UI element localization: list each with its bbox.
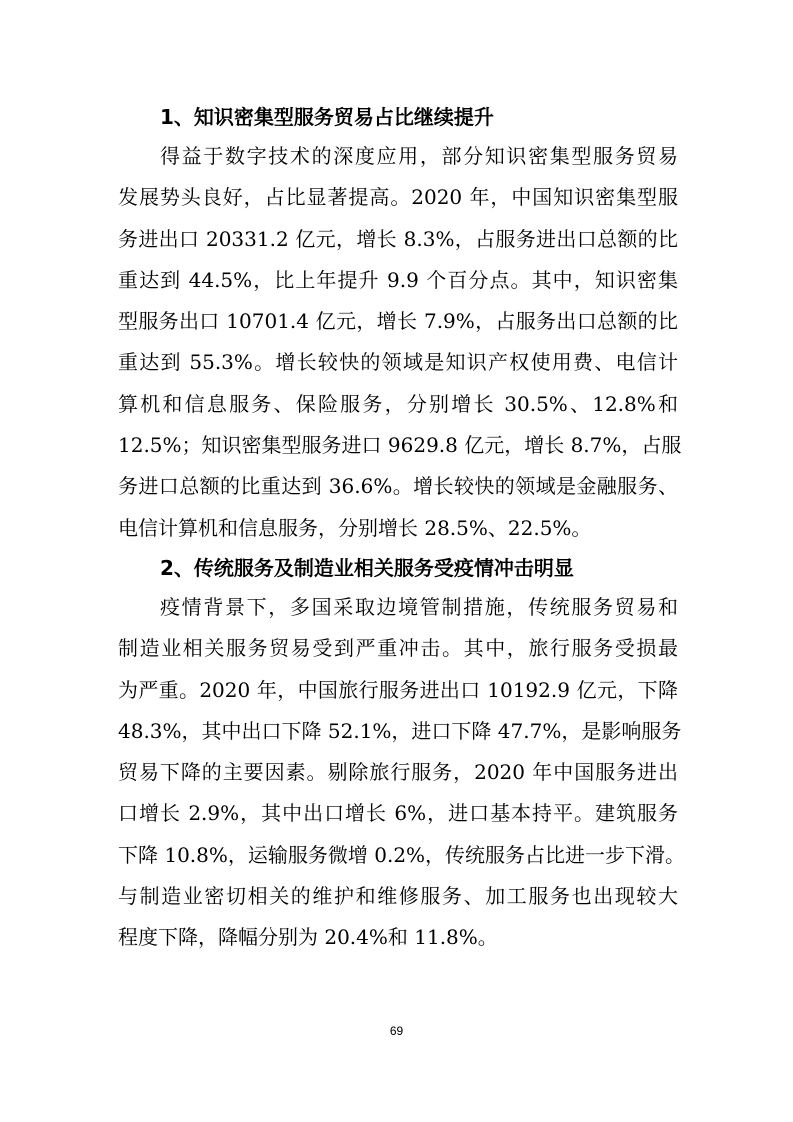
text-line: 疫情背景下，多国采取边境管制措施，传统服务贸易和 <box>160 594 678 619</box>
text-line: 为严重。2020 年，中国旅行服务进出口 10192.9 亿元，下降 <box>118 677 678 702</box>
section-heading-1: 1、知识密集型服务贸易占比继续提升 <box>160 105 494 129</box>
text-line: 程度下降，降幅分别为 20.4%和 11.8%。 <box>118 925 498 950</box>
text-line: 重达到 44.5%，比上年提升 9.9 个百分点。其中，知识密集 <box>118 267 678 292</box>
text-line: 电信计算机和信息服务，分别增长 28.5%、22.5%。 <box>118 515 592 540</box>
text-line: 12.5%；知识密集型服务进口 9629.8 亿元，增长 8.7%，占服 <box>118 433 682 458</box>
text-line: 务进出口 20331.2 亿元，增长 8.3%，占服务进出口总额的比 <box>118 226 678 251</box>
section-heading-2: 2、传统服务及制造业相关服务受疫情冲击明显 <box>160 555 574 580</box>
text-line: 发展势头良好，占比显著提高。2020 年，中国知识密集型服 <box>118 185 678 210</box>
text-line: 算机和信息服务、保险服务，分别增长 30.5%、12.8%和 <box>118 391 678 416</box>
text-line: 重达到 55.3%。增长较快的领域是知识产权使用费、电信计 <box>118 350 678 375</box>
body-text <box>118 98 686 959</box>
text-line: 下降 10.8%，运输服务微增 0.2%，传统服务占比进一步下滑。 <box>118 842 686 867</box>
text-line: 贸易下降的主要因素。剔除旅行服务，2020 年中国服务进出 <box>118 760 678 785</box>
section-1-paragraph <box>118 136 682 549</box>
page-number: 69 <box>389 1024 404 1038</box>
text-line: 口增长 2.9%，其中出口增长 6%，进口基本持平。建筑服务 <box>118 801 678 826</box>
text-line: 48.3%，其中出口下降 52.1%，进口下降 47.7%，是影响服务 <box>118 718 682 743</box>
text-line: 得益于数字技术的深度应用，部分知识密集型服务贸易 <box>160 144 678 168</box>
text-line: 与制造业密切相关的维护和维修服务、加工服务也出现较大 <box>118 884 678 909</box>
section-2-paragraph <box>118 587 686 959</box>
text-line: 务进口总额的比重达到 36.6%。增长较快的领域是金融服务、 <box>118 474 678 499</box>
text-line: 制造业相关服务贸易受到严重冲击。其中，旅行服务受损最 <box>118 636 678 661</box>
text-line: 型服务出口 10701.4 亿元，增长 7.9%，占服务出口总额的比 <box>118 309 678 334</box>
